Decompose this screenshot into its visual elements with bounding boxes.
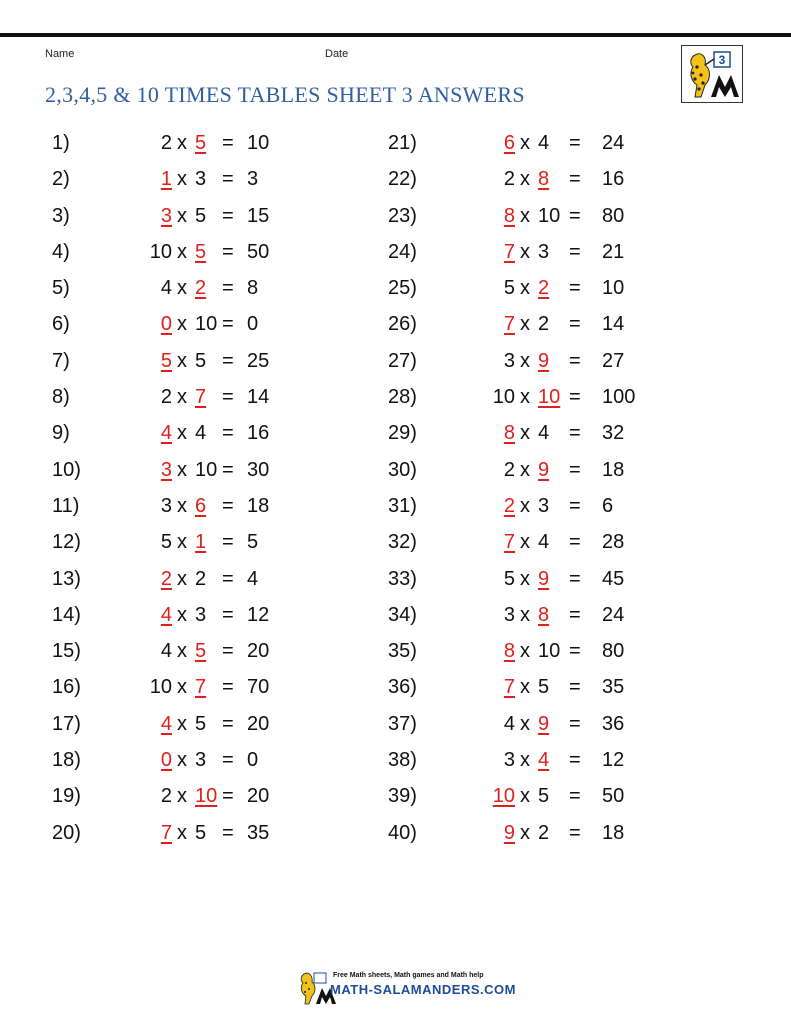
product-result: 20 [247, 640, 270, 663]
product-result: 15 [247, 204, 270, 227]
problem-number: 2) [52, 168, 70, 191]
answer-factor: 3 [160, 458, 172, 481]
problem-number: 38) [388, 749, 417, 772]
answer-factor: 8 [538, 168, 550, 191]
factor-a: 5 [503, 567, 515, 590]
times-sign: x [177, 567, 187, 590]
product-result: 6 [602, 494, 614, 517]
problem-number: 4) [52, 240, 70, 263]
problem-number: 31) [388, 494, 417, 517]
equals-sign: = [222, 168, 234, 191]
equals-sign: = [222, 494, 234, 517]
factor-b: 10 [538, 204, 561, 227]
product-result: 10 [247, 132, 270, 154]
problem-number: 37) [388, 712, 417, 735]
problem-number: 39) [388, 785, 417, 808]
times-sign: x [177, 386, 187, 409]
factor-b: 3 [195, 749, 207, 772]
answer-factor: 9 [538, 458, 550, 481]
answer-factor: 7 [503, 676, 515, 699]
product-result: 4 [247, 567, 259, 590]
problem-number: 10) [52, 458, 81, 481]
product-result: 35 [602, 676, 625, 699]
product-result: 27 [602, 349, 625, 372]
product-result: 14 [602, 313, 625, 336]
problem-number: 33) [388, 567, 417, 590]
answer-factor: 9 [538, 567, 550, 590]
problem-number: 23) [388, 204, 417, 227]
equals-sign: = [569, 712, 581, 735]
factor-a: 5 [503, 277, 515, 300]
name-label: Name [45, 48, 75, 60]
equals-sign: = [569, 785, 581, 808]
problem-number: 5) [52, 277, 70, 300]
times-sign: x [520, 386, 530, 409]
equals-sign: = [222, 458, 234, 481]
answer-factor: 7 [160, 821, 172, 844]
footer-site: MATH-SALAMANDERS.COM [330, 982, 516, 997]
equals-sign: = [569, 132, 581, 154]
answer-factor: 9 [538, 712, 550, 735]
product-result: 0 [247, 749, 259, 772]
factor-a: 3 [503, 749, 515, 772]
problem-row [388, 488, 728, 524]
problem-row [52, 270, 392, 306]
times-sign: x [177, 458, 187, 481]
problem-row [52, 198, 392, 234]
problem-row [388, 742, 728, 778]
problem-number: 30) [388, 458, 417, 481]
product-result: 12 [247, 603, 270, 626]
problem-number: 20) [52, 821, 81, 844]
times-sign: x [177, 313, 187, 336]
factor-a: 2 [160, 132, 172, 154]
product-result: 25 [247, 349, 270, 372]
times-sign: x [520, 821, 530, 844]
factor-b: 5 [195, 712, 207, 735]
equals-sign: = [222, 749, 234, 772]
product-result: 50 [247, 240, 270, 263]
problem-number: 26) [388, 313, 417, 336]
problem-row [388, 778, 728, 814]
equals-sign: = [569, 494, 581, 517]
problem-number: 22) [388, 168, 417, 191]
factor-a: 10 [492, 386, 515, 409]
answer-factor: 5 [195, 132, 207, 154]
problem-number: 7) [52, 349, 70, 372]
problem-number: 18) [52, 749, 81, 772]
times-sign: x [520, 531, 530, 554]
answer-factor: 8 [503, 422, 515, 445]
problem-number: 9) [52, 422, 70, 445]
product-result: 30 [247, 458, 270, 481]
problem-row [52, 488, 392, 524]
problem-number: 17) [52, 712, 81, 735]
answer-factor: 7 [503, 240, 515, 263]
product-result: 45 [602, 567, 625, 590]
equals-sign: = [569, 676, 581, 699]
times-sign: x [520, 240, 530, 263]
problem-row [52, 742, 392, 778]
equals-sign: = [222, 603, 234, 626]
answer-factor: 4 [160, 712, 172, 735]
answer-factor: 2 [195, 277, 207, 300]
factor-b: 3 [195, 168, 207, 191]
problem-row [388, 379, 728, 415]
problem-row [52, 306, 392, 342]
product-result: 18 [602, 821, 625, 844]
product-result: 10 [602, 277, 625, 300]
problem-row [52, 379, 392, 415]
factor-b: 10 [195, 313, 218, 336]
times-sign: x [520, 785, 530, 808]
factor-a: 5 [160, 531, 172, 554]
answer-factor: 7 [195, 386, 207, 409]
logo-badge: 3 [718, 53, 726, 67]
factor-b: 5 [195, 349, 207, 372]
factor-a: 2 [503, 458, 515, 481]
equals-sign: = [222, 676, 234, 699]
equals-sign: = [222, 785, 234, 808]
problem-number: 25) [388, 277, 417, 300]
problem-row [388, 306, 728, 342]
problem-row [52, 234, 392, 270]
times-sign: x [520, 204, 530, 227]
problem-row [52, 778, 392, 814]
problem-row [52, 706, 392, 742]
problem-row [52, 343, 392, 379]
problem-row [52, 561, 392, 597]
factor-a: 2 [160, 785, 172, 808]
answer-factor: 4 [160, 603, 172, 626]
problem-row [388, 343, 728, 379]
times-sign: x [177, 821, 187, 844]
equals-sign: = [222, 240, 234, 263]
answer-factor: 8 [538, 603, 550, 626]
equals-sign: = [569, 240, 581, 263]
product-result: 21 [602, 240, 625, 263]
product-result: 100 [602, 386, 636, 409]
answer-factor: 5 [195, 640, 207, 663]
times-sign: x [520, 603, 530, 626]
factor-a: 3 [160, 494, 172, 517]
problem-number: 8) [52, 386, 70, 409]
answer-factor: 8 [503, 204, 515, 227]
factor-a: 4 [160, 640, 172, 663]
factor-b: 4 [195, 422, 207, 445]
factor-b: 5 [538, 785, 550, 808]
problem-number: 29) [388, 422, 417, 445]
equals-sign: = [222, 821, 234, 844]
equals-sign: = [569, 277, 581, 300]
product-result: 0 [247, 313, 259, 336]
factor-a: 10 [149, 676, 172, 699]
problem-number: 19) [52, 785, 81, 808]
times-sign: x [177, 204, 187, 227]
answer-factor: 9 [503, 821, 515, 844]
answer-factor: 6 [503, 132, 515, 154]
problem-number: 15) [52, 640, 81, 663]
factor-a: 4 [503, 712, 515, 735]
problem-row [52, 633, 392, 669]
factor-a: 2 [503, 168, 515, 191]
problem-row [52, 524, 392, 560]
problem-number: 6) [52, 313, 70, 336]
equals-sign: = [569, 386, 581, 409]
answer-factor: 3 [160, 204, 172, 227]
equals-sign: = [569, 749, 581, 772]
answer-factor: 0 [160, 313, 172, 336]
problem-row [388, 561, 728, 597]
equals-sign: = [222, 712, 234, 735]
answer-factor: 2 [503, 494, 515, 517]
product-result: 16 [602, 168, 625, 191]
times-sign: x [177, 494, 187, 517]
equals-sign: = [569, 821, 581, 844]
problem-row [52, 415, 392, 451]
date-label: Date [325, 48, 349, 60]
problem-row [388, 815, 728, 851]
factor-b: 5 [538, 676, 550, 699]
factor-b: 2 [538, 313, 550, 336]
equals-sign: = [569, 531, 581, 554]
answer-factor: 10 [195, 785, 218, 808]
equals-sign: = [569, 640, 581, 663]
times-sign: x [520, 422, 530, 445]
product-result: 80 [602, 640, 625, 663]
page-title: 2,3,4,5 & 10 TIMES TABLES SHEET 3 ANSWERS [45, 82, 525, 107]
problem-row [388, 198, 728, 234]
equals-sign: = [222, 313, 234, 336]
factor-a: 4 [160, 277, 172, 300]
answer-factor: 5 [195, 240, 207, 263]
problem-row [388, 415, 728, 451]
factor-b: 4 [538, 531, 550, 554]
product-result: 50 [602, 785, 625, 808]
times-sign: x [177, 676, 187, 699]
factor-b: 3 [195, 603, 207, 626]
answer-factor: 0 [160, 749, 172, 772]
answer-factor: 6 [195, 494, 207, 517]
equals-sign: = [569, 567, 581, 590]
times-sign: x [177, 168, 187, 191]
problem-row [388, 597, 728, 633]
product-result: 32 [602, 422, 625, 445]
times-sign: x [177, 240, 187, 263]
problem-number: 24) [388, 240, 417, 263]
product-result: 20 [247, 785, 270, 808]
times-sign: x [520, 749, 530, 772]
top-rule [0, 33, 791, 37]
problem-row [388, 524, 728, 560]
answer-factor: 5 [160, 349, 172, 372]
product-result: 80 [602, 204, 625, 227]
problem-number: 16) [52, 676, 81, 699]
problem-row [388, 161, 728, 197]
equals-sign: = [222, 277, 234, 300]
product-result: 18 [602, 458, 625, 481]
factor-b: 4 [538, 132, 550, 154]
times-sign: x [177, 603, 187, 626]
problem-number: 12) [52, 531, 81, 554]
factor-b: 3 [538, 240, 550, 263]
product-result: 35 [247, 821, 270, 844]
times-sign: x [520, 712, 530, 735]
times-sign: x [520, 313, 530, 336]
problem-row [388, 125, 728, 161]
product-result: 24 [602, 603, 625, 626]
factor-b: 10 [538, 640, 561, 663]
answer-factor: 2 [160, 567, 172, 590]
answer-factor: 1 [195, 531, 207, 554]
equals-sign: = [569, 313, 581, 336]
times-sign: x [177, 277, 187, 300]
problem-row [388, 706, 728, 742]
equals-sign: = [569, 603, 581, 626]
equals-sign: = [222, 531, 234, 554]
answer-factor: 4 [160, 422, 172, 445]
answer-factor: 10 [538, 386, 561, 409]
problems-left-column [52, 125, 392, 851]
footer-tagline: Free Math sheets, Math games and Math help [333, 972, 484, 979]
equals-sign: = [569, 204, 581, 227]
factor-a: 10 [149, 240, 172, 263]
product-result: 14 [247, 386, 270, 409]
product-result: 70 [247, 676, 270, 699]
times-sign: x [177, 349, 187, 372]
problem-number: 35) [388, 640, 417, 663]
product-result: 36 [602, 712, 625, 735]
product-result: 18 [247, 494, 270, 517]
answer-factor: 2 [538, 277, 550, 300]
problem-number: 32) [388, 531, 417, 554]
product-result: 20 [247, 712, 270, 735]
equals-sign: = [222, 567, 234, 590]
problems-right-column [388, 125, 728, 851]
product-result: 12 [602, 749, 625, 772]
factor-a: 3 [503, 349, 515, 372]
problem-number: 3) [52, 204, 70, 227]
equals-sign: = [569, 422, 581, 445]
problem-row [52, 452, 392, 488]
answer-factor: 8 [503, 640, 515, 663]
equals-sign: = [569, 349, 581, 372]
times-sign: x [520, 349, 530, 372]
equals-sign: = [222, 386, 234, 409]
equals-sign: = [222, 422, 234, 445]
factor-b: 5 [195, 204, 207, 227]
times-sign: x [177, 749, 187, 772]
equals-sign: = [222, 640, 234, 663]
problem-number: 40) [388, 821, 417, 844]
times-sign: x [520, 132, 530, 154]
problem-number: 28) [388, 386, 417, 409]
answer-factor: 10 [492, 785, 515, 808]
product-result: 24 [602, 132, 625, 154]
salamander-logo-icon [681, 45, 743, 103]
answer-factor: 7 [195, 676, 207, 699]
equals-sign: = [569, 458, 581, 481]
factor-b: 4 [538, 422, 550, 445]
answer-factor: 7 [503, 531, 515, 554]
problem-number: 34) [388, 603, 417, 626]
factor-b: 5 [195, 821, 207, 844]
times-sign: x [520, 168, 530, 191]
times-sign: x [177, 132, 187, 154]
answer-factor: 7 [503, 313, 515, 336]
problem-row [388, 452, 728, 488]
times-sign: x [520, 567, 530, 590]
problem-number: 14) [52, 603, 81, 626]
equals-sign: = [569, 168, 581, 191]
times-sign: x [520, 494, 530, 517]
factor-b: 2 [538, 821, 550, 844]
factor-a: 3 [503, 603, 515, 626]
problem-row [388, 633, 728, 669]
equals-sign: = [222, 132, 234, 154]
factor-b: 10 [195, 458, 218, 481]
times-sign: x [520, 458, 530, 481]
problem-number: 11) [52, 494, 80, 517]
product-result: 5 [247, 531, 259, 554]
problem-number: 36) [388, 676, 417, 699]
product-result: 8 [247, 277, 259, 300]
times-sign: x [520, 640, 530, 663]
problem-row [388, 234, 728, 270]
factor-a: 2 [160, 386, 172, 409]
equals-sign: = [222, 349, 234, 372]
problem-row [388, 669, 728, 705]
answer-factor: 9 [538, 349, 550, 372]
times-sign: x [177, 640, 187, 663]
times-sign: x [177, 712, 187, 735]
problem-row [388, 270, 728, 306]
problem-row [52, 161, 392, 197]
times-sign: x [520, 277, 530, 300]
problem-number: 27) [388, 349, 417, 372]
problem-row [52, 815, 392, 851]
problem-row [52, 125, 392, 161]
problem-number: 13) [52, 567, 81, 590]
product-result: 3 [247, 168, 259, 191]
equals-sign: = [222, 204, 234, 227]
times-sign: x [177, 531, 187, 554]
problem-row [52, 597, 392, 633]
problem-number: 21) [388, 132, 417, 154]
factor-b: 2 [195, 567, 207, 590]
answer-factor: 4 [538, 749, 550, 772]
product-result: 28 [602, 531, 625, 554]
problem-number: 1) [52, 132, 70, 154]
product-result: 16 [247, 422, 270, 445]
times-sign: x [520, 676, 530, 699]
times-sign: x [177, 422, 187, 445]
factor-b: 3 [538, 494, 550, 517]
times-sign: x [177, 785, 187, 808]
problem-row [52, 669, 392, 705]
answer-factor: 1 [160, 168, 172, 191]
